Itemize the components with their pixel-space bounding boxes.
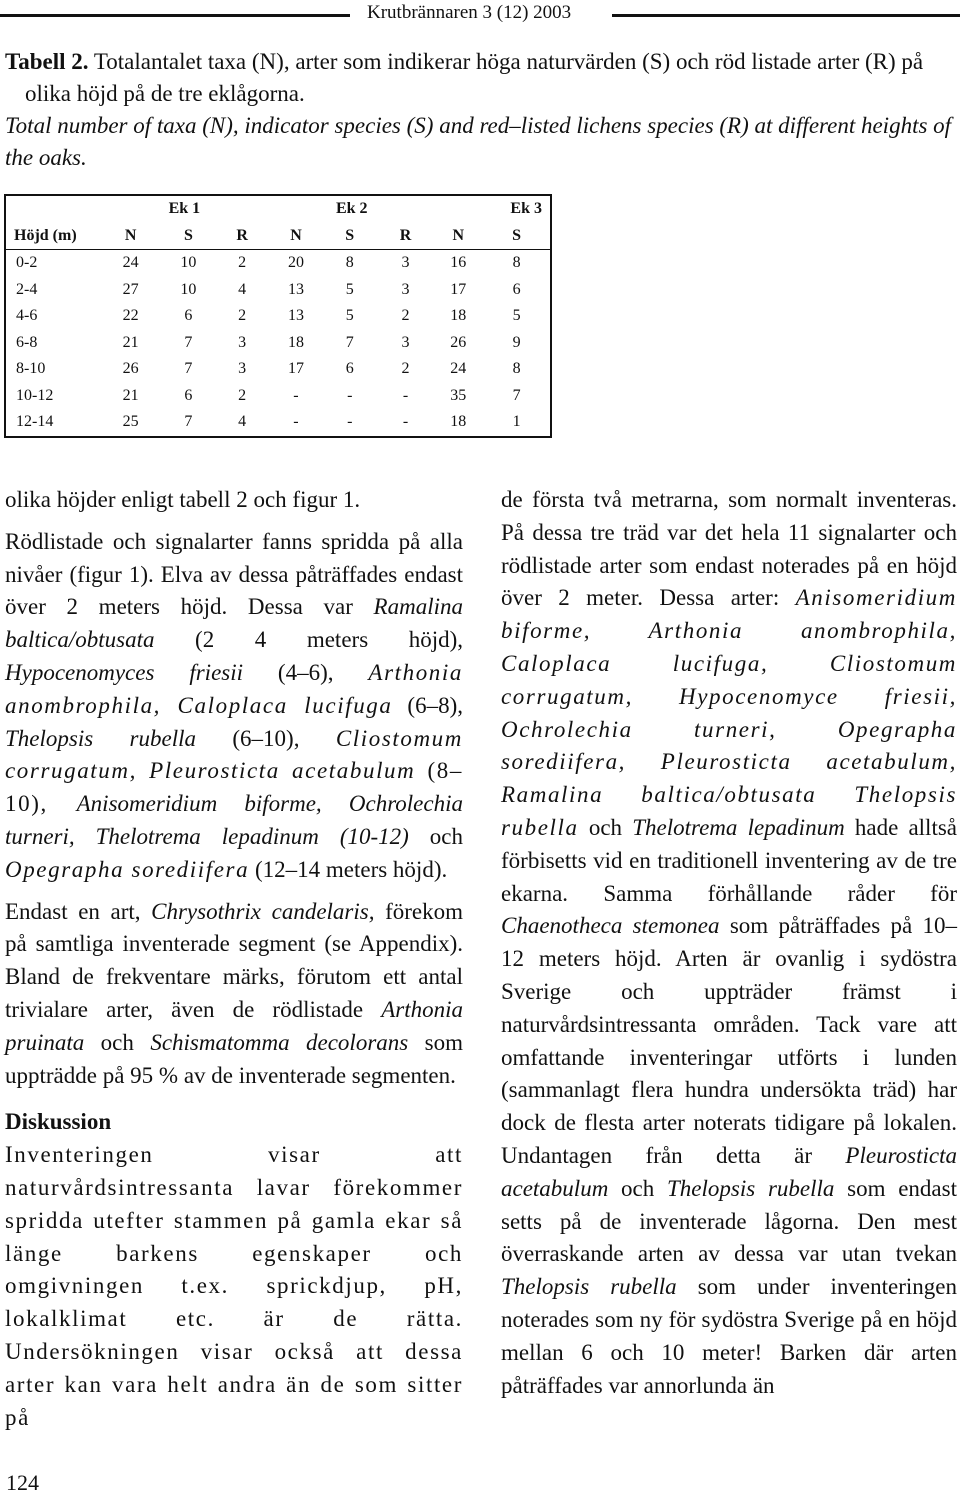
- paragraph: Inventeringen visar att naturvårdsintressanta lavar förekommer spridda utefter stammen på gamla ekar så länge barkens egenskaper och omgivningen t.ex. sprickdjup, pH, lokalklimat etc. är de rätta. Undersökningen visar också att dessa arter kan vara helt andra än de som sitter på: [5, 1142, 463, 1430]
- table-cell: 7: [345, 333, 354, 351]
- table-cell: 7: [184, 360, 193, 378]
- text-run: som påträffades på 10–12 meters höjd. Arten är ovanlig i sydöstra Sverige och uppträder främst i naturvårdsintressanta områden. Tack vare att omfattande inventeringar utförts i lunden (sammanlagt flera hundra undersökta träd) har dock de flesta arter noterats tidigare på lokalen. Undantagen från detta är: [501, 913, 957, 1168]
- table-cell: -: [293, 413, 299, 431]
- text-run: som endast setts på de inventerade lågorna. Den mest överraskande arten av dessa var utan tvekan: [501, 1175, 957, 1267]
- text-run: (6–8),: [392, 692, 463, 718]
- table-cell: 2: [238, 386, 247, 404]
- table-row: [5, 330, 551, 357]
- text-run: och: [84, 1029, 151, 1055]
- left-column: [5, 484, 463, 1434]
- table-cell: 8: [512, 360, 521, 378]
- table-cell: 4-6: [16, 307, 38, 325]
- caption-swedish-text: Totalantalet taxa (N), arter som indikerar höga naturvärden (S) och röd listade arter (R) på olika höjd på de tre eklågorna.: [25, 49, 924, 106]
- text-run: (12–14 meters höjd).: [249, 856, 448, 882]
- data-table: [4, 194, 552, 438]
- text-run: Endast en art,: [5, 898, 152, 924]
- table-cell: 3: [401, 333, 410, 351]
- table-cell: 4: [238, 280, 247, 298]
- table-cell: 13: [287, 280, 304, 298]
- table-cell: 6: [184, 386, 193, 404]
- species-name: Thelopsis rubella: [5, 725, 196, 751]
- text-run: (6–10),: [196, 725, 336, 751]
- text-run: (2 4 meters höjd),: [154, 627, 463, 653]
- table-cell: 7: [184, 413, 193, 431]
- paragraph: olika höjder enligt tabell 2 och figur 1.: [5, 487, 361, 512]
- table-cell: 5: [512, 307, 521, 325]
- table-cell: 3: [238, 360, 247, 378]
- column-header: N: [270, 223, 322, 250]
- right-column: [501, 484, 957, 1402]
- caption-english: Total number of taxa (N), indicator species (S) and red–listed lichens species (R) at different heights of the oaks.: [5, 113, 952, 170]
- column-header: R: [214, 223, 270, 250]
- header-rule-right: [612, 14, 960, 17]
- text-run: som uppträdde på 95 % av de inventerade segmenten.: [5, 1029, 464, 1088]
- species-name: Thelopsis rubella: [501, 1274, 677, 1300]
- table-cell: 10: [180, 280, 197, 298]
- table-cell: -: [402, 413, 409, 431]
- table-row: [5, 409, 551, 437]
- text-run: hade alltså förbisetts vid en traditionell inventering av de tre ekarna. Samma förhållande råder för: [501, 814, 957, 906]
- column-header: Höjd (m): [5, 223, 99, 250]
- paragraph: [5, 526, 463, 887]
- table-cell: 8: [512, 254, 521, 272]
- table-cell: 21: [122, 386, 139, 404]
- header-rule-left: [0, 14, 350, 17]
- table-cell: -: [402, 386, 409, 404]
- table-cell: 2: [238, 307, 247, 325]
- table-cell: 2-4: [16, 280, 38, 298]
- table-cell: 6: [512, 280, 521, 298]
- table-group-header: [5, 195, 551, 223]
- column-header: S: [162, 223, 214, 250]
- group-header: Ek 1: [168, 200, 201, 218]
- species-name: Hypocenomyces friesii: [5, 659, 244, 685]
- table-cell: 18: [450, 307, 467, 325]
- table-cell: 2: [401, 360, 410, 378]
- table-cell: 12-14: [16, 413, 54, 431]
- text-run: och: [578, 814, 633, 840]
- table-cell: 8-10: [16, 360, 46, 378]
- table-row: [5, 277, 551, 304]
- species-name: Chaenotheca stemonea: [501, 913, 720, 939]
- table-cell: 2: [401, 307, 410, 325]
- table-cell: 26: [122, 360, 139, 378]
- table-cell: -: [293, 386, 299, 404]
- section-heading: Diskussion: [5, 1109, 112, 1135]
- species-name: Schismatomma decolorans: [150, 1029, 409, 1055]
- column-header: N: [433, 223, 483, 250]
- table-cell: 4: [238, 413, 247, 431]
- species-name: Opegrapha sorediifera: [5, 856, 250, 882]
- table-cell: 6: [184, 307, 193, 325]
- table-cell: 18: [450, 413, 467, 431]
- table-cell: -: [347, 413, 353, 431]
- table-cell: 6-8: [16, 333, 38, 351]
- caption-swedish: [5, 46, 955, 110]
- table-cell: 2: [238, 254, 247, 272]
- table-cell: 7: [512, 386, 521, 404]
- table-row: [5, 383, 551, 410]
- species-name: Arthonia anombrophila, Caloplaca lucifuga: [5, 659, 464, 718]
- table-cell: 3: [401, 254, 410, 272]
- running-header: [0, 2, 960, 28]
- table-cell: 16: [450, 254, 467, 272]
- table-cell: 24: [450, 360, 467, 378]
- table-cell: 24: [122, 254, 139, 272]
- page-number: 124: [6, 1470, 39, 1495]
- species-name: Ramalina baltica/obtusata: [5, 594, 463, 653]
- table-cell: 17: [450, 280, 467, 298]
- species-name: Anisomeridium biforme, Arthonia anombrophila, Caloplaca lucifuga, Cliostomum corrugatum, Hypocenomyce friesii, Ochrolechia turneri, Opegrapha sorediifera, Pleurosticta acetabulum, Ramalina baltica/obtusata Thelopsis rubella: [501, 585, 957, 840]
- column-header: S: [322, 223, 378, 250]
- text-run: och: [408, 823, 463, 849]
- text-run: Rödlistade och signalarter fanns spridda på alla nivåer (figur 1). Elva av dessa påträffades endast över 2 meters höjd. Dessa var: [5, 528, 463, 620]
- table-cell: 18: [287, 333, 304, 351]
- table-cell: 21: [122, 333, 139, 351]
- species-name: Anisomeridium biforme, Ochrolechia turneri, Thelotrema lepadinum (10-12): [5, 791, 463, 849]
- table-cell: 22: [122, 307, 139, 325]
- column-header: S: [483, 223, 551, 250]
- table-cell: 8: [345, 254, 354, 272]
- table-cell: 5: [345, 307, 354, 325]
- table-row: [5, 303, 551, 330]
- table-cell: 35: [450, 386, 467, 404]
- table-cell: 3: [401, 280, 410, 298]
- table-cell: 9: [512, 333, 521, 351]
- paragraph: [501, 484, 957, 1402]
- species-name: Arthonia pruinata: [5, 996, 463, 1055]
- table-column-header: [5, 223, 551, 250]
- table-cell: -: [347, 386, 353, 404]
- journal-title: Krutbrännaren 3 (12) 2003: [367, 2, 572, 23]
- species-name: Pleurosticta acetabulum: [501, 1142, 957, 1201]
- text-run: de första två metrarna, som normalt inventeras. På dessa tre träd var det hela 11 signalarter och rödlistade arter som endast noterades på en höjd över 2 meter. Dessa arter:: [501, 487, 957, 611]
- table-cell: 7: [184, 333, 193, 351]
- table-cell: 10: [180, 254, 197, 272]
- table-cell: 13: [287, 307, 304, 325]
- text-run: som under inventeringen noterades som ny för sydöstra Sverige på en höjd mellan 6 och 10 meter! Barken där arten påträffades var annorlunda än: [501, 1274, 957, 1398]
- table-caption: [5, 46, 955, 174]
- group-header: Ek 3: [510, 200, 542, 218]
- table-row: [5, 356, 551, 383]
- table-cell: 27: [122, 280, 139, 298]
- table-row: [5, 250, 551, 277]
- group-header: Ek 2: [335, 200, 368, 218]
- table-cell: 1: [512, 413, 521, 431]
- text-run: och: [608, 1175, 668, 1201]
- table-cell: 25: [122, 413, 139, 431]
- species-name: Chrysothrix candelaris,: [151, 898, 375, 924]
- table-cell: 10-12: [16, 386, 54, 404]
- text-run: (4–6),: [243, 659, 369, 685]
- text-run: förekom på samtliga inventerade segment (se Appendix). Bland de frekventare märks, förutom ett antal trivialare arter, även de rödlistade: [5, 898, 463, 1022]
- table-cell: 5: [345, 280, 354, 298]
- table-cell: 20: [287, 254, 304, 272]
- species-name: Thelopsis rubella: [667, 1175, 835, 1201]
- paragraph: [5, 896, 463, 1093]
- caption-label: Tabell 2.: [5, 49, 89, 74]
- column-header: N: [99, 223, 163, 250]
- table-cell: 17: [287, 360, 304, 378]
- text-run: (8–10),: [5, 758, 463, 817]
- column-header: R: [378, 223, 434, 250]
- table-cell: 0-2: [16, 254, 38, 272]
- species-name: Thelotrema lepadinum: [632, 814, 845, 840]
- species-name: Cliostomum corrugatum, Pleurosticta acetabulum: [5, 725, 463, 784]
- table-cell: 6: [345, 360, 354, 378]
- table-cell: 26: [450, 333, 467, 351]
- table-cell: 3: [238, 333, 247, 351]
